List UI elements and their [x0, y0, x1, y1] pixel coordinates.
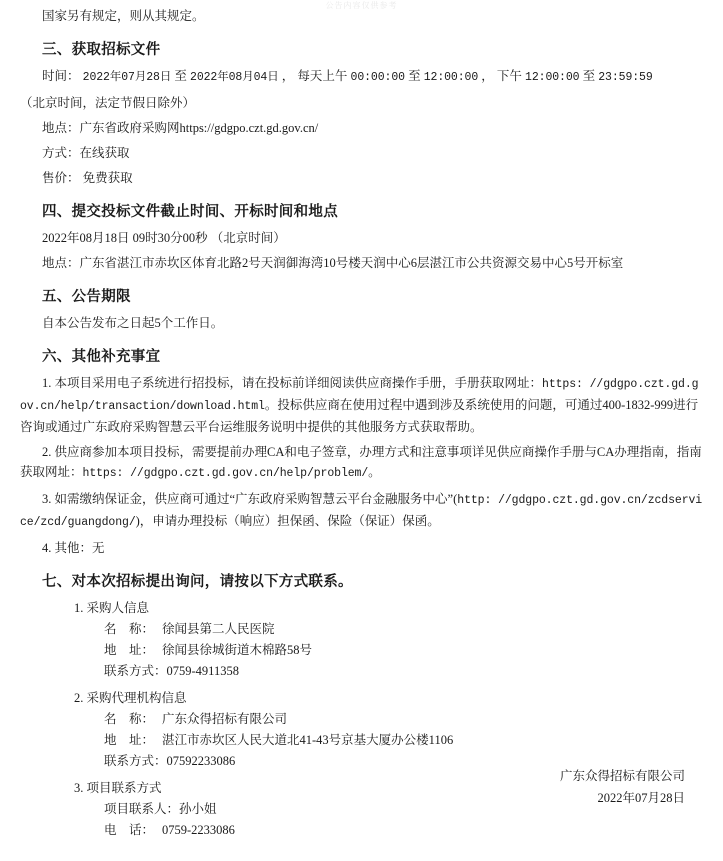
section-heading-4 [20, 202, 705, 222]
signature-block [560, 765, 685, 809]
time-to-3: 至 [582, 69, 596, 83]
purchaser-address-value: 徐闻县徐城街道木棉路58号 [162, 643, 313, 657]
section-title-3: 获取招标文件 [71, 42, 161, 58]
contact-list [20, 598, 705, 619]
signature-org: 广东众得招标有限公司 [559, 769, 685, 783]
signature-date: 2022年07月28日 [597, 791, 685, 805]
acquire-time-line: 时间： 2022年07月28日 至 2022年08月04日 ， 每天上午 00:00:00 至 12:00:00 ， 下午 12:00:00 至 23:59:59 [42, 69, 653, 84]
time-end-date: 2022年08月04日 [190, 71, 279, 84]
time-am-start: 00:00:00 [350, 71, 405, 84]
bid-opening-place-line: 地点：广东省湛江市赤坎区体育北路2号天润御海湾10号楼天润中心6层湛江市公共资源交易中心5号开标室 [42, 256, 624, 270]
supplement-item-4: 4. 其他：无 [42, 541, 105, 555]
project-phone-value: 0759-2233086 [162, 823, 235, 837]
acquire-time-note: （北京时间，法定节假日除外） [20, 96, 196, 110]
acquire-method-line: 方式：在线获取 [42, 146, 130, 160]
time-am-end: 12:00:00 [423, 71, 479, 84]
agency-group [20, 688, 705, 709]
time-label: 时间： [42, 69, 80, 83]
agency-name-row [20, 709, 705, 730]
section-number-4: 四、 [42, 204, 72, 220]
section-heading-3 [20, 40, 705, 60]
time-to-1: 至 [174, 69, 187, 83]
purchaser-name-label: 名 称： [104, 622, 155, 636]
section-number-5: 五、 [42, 289, 72, 305]
supplement-item-3 [20, 489, 705, 533]
bid-deadline-line: 2022年08月18日 09时30分00秒 （北京时间） [42, 231, 286, 245]
agency-name-label: 名 称： [104, 712, 155, 726]
supplement-item-1-text-b: 。投标供应商在使用过程中遇到涉及系统使用的问题，可通过400-1832-999进行咨询或通过广东政府采购智慧云平台运维服务说明中提供的其他服务方式获取帮助。 [20, 398, 699, 434]
time-pm-start: 12:00:00 [525, 71, 580, 84]
supplement-item-1-url: https: //gdgpo.czt.gd.gov.cn/help/transaction/download.html [20, 378, 699, 413]
supplement-item-2-text-b: 。 [368, 465, 381, 479]
section-heading-7 [20, 572, 705, 592]
supplement-item-1-text-a: 1. 本项目采用电子系统进行招投标，请在投标前详细阅读供应商操作手册，手册获取网址： [42, 376, 543, 390]
purchaser-name-value: 徐闻县第二人民医院 [162, 622, 275, 636]
section-number-7: 七、 [42, 574, 72, 590]
purchaser-address-row [20, 640, 705, 661]
lead-paragraph: 国家另有规定，则从其规定。 [42, 9, 205, 23]
purchaser-name-row [20, 619, 705, 640]
acquire-price-line: 售价： 免费获取 [42, 171, 133, 185]
project-phone-row [20, 820, 705, 841]
section-number-3: 三、 [42, 42, 72, 58]
contact-group-heading-1: 1. 采购人信息 [74, 601, 150, 615]
section-heading-6 [20, 347, 705, 367]
agency-name-value: 广东众得招标有限公司 [162, 712, 288, 726]
supplement-item-2-text-a: 2. 供应商参加本项目投标，需要提前办理CA和电子签章，办理方式和注意事项详见供应商操作手册与CA办理指南，指南获取网址： [20, 445, 702, 479]
purchaser-contact-value: 0759-4911358 [166, 664, 239, 678]
supplement-item-3-url: http: //gdgpo.czt.gd.gov.cn/zcdservice/zcd/guangdong/ [20, 494, 703, 529]
supplement-item-1 [20, 373, 705, 437]
contact-group-heading-3: 3. 项目联系方式 [74, 781, 162, 795]
purchaser-contact-label: 联系方式： [104, 664, 167, 678]
section-title-4: 提交投标文件截止时间、开标时间和地点 [71, 204, 339, 220]
project-contact-person-label: 项目联系人： [104, 802, 180, 816]
agency-address-value: 湛江市赤坎区人民大道北41-43号京基大厦办公楼1106 [162, 733, 454, 747]
purchaser-contact-row [20, 661, 705, 682]
section-title-6: 其他补充事宜 [71, 349, 161, 365]
supplement-item-2 [20, 442, 705, 484]
purchaser-address-label: 地 址： [104, 643, 155, 657]
supplement-item-3-text-b: )，申请办理投标（响应）担保函、保险（保证）保函。 [135, 514, 440, 528]
time-to-2: 至 [408, 69, 421, 83]
watermark-text: 公告内容仅供参考 [325, 1, 398, 10]
section-number-6: 六、 [42, 349, 72, 365]
project-contact-person-value: 孙小姐 [179, 802, 217, 816]
section-heading-5 [20, 287, 705, 307]
supplement-item-2-url: https: //gdgpo.czt.gd.gov.cn/help/problem/ [82, 467, 369, 480]
agency-contact-value: 07592233086 [166, 754, 236, 768]
supplement-item-3-text-a: 3. 如需缴纳保证金，供应商可通过“广东政府采购智慧云平台金融服务中心”( [42, 492, 458, 506]
project-phone-label: 电 话： [104, 823, 155, 837]
agency-address-label: 地 址： [104, 733, 155, 747]
time-start-date: 2022年07月28日 [82, 71, 172, 84]
agency-contact-label: 联系方式： [104, 754, 167, 768]
agency-address-row [20, 730, 705, 751]
time-pm-end: 23:59:59 [598, 71, 653, 84]
section-title-5: 公告期限 [71, 289, 131, 305]
notice-period-line: 自本公告发布之日起5个工作日。 [42, 316, 224, 330]
time-pm-label: 下午 [496, 69, 522, 83]
acquire-place-line: 地点：广东省政府采购网https://gdgpo.czt.gd.gov.cn/ [42, 121, 319, 135]
time-daily-am-label: 每天上午 [297, 69, 348, 83]
contact-group-heading-2: 2. 采购代理机构信息 [74, 691, 187, 705]
section-title-7: 对本次招标提出询问，请按以下方式联系。 [71, 574, 353, 590]
